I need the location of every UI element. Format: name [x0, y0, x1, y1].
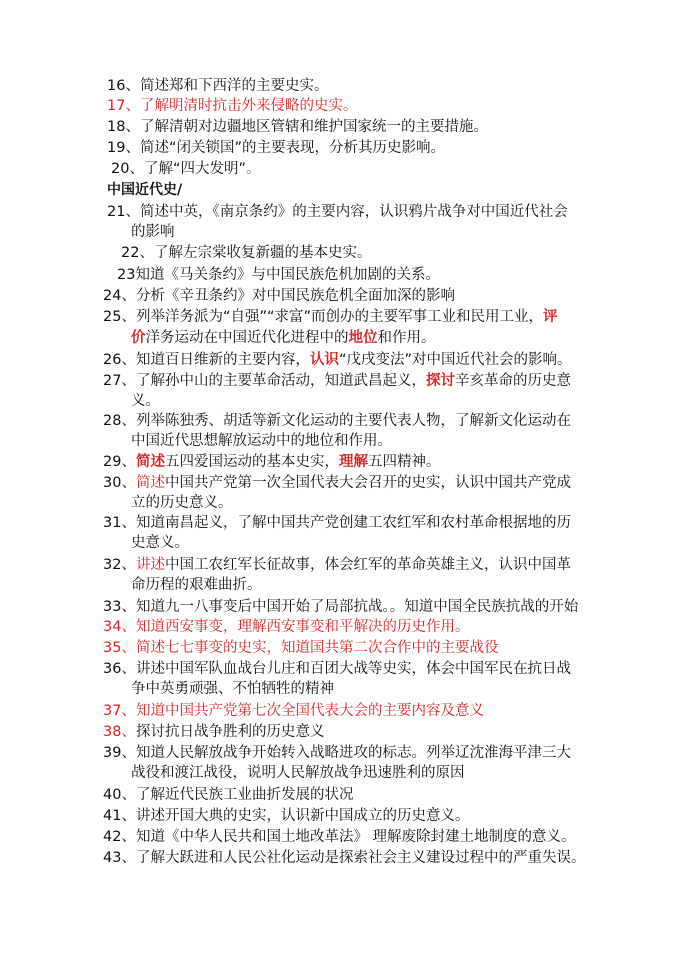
- item-39-cont: 战役和渡江战役，说明人民解放战争迅速胜利的原因: [131, 765, 465, 781]
- item-26: 26、知道百日维新的主要内容，认识“戊戌变法”对中国近代社会的影响。: [103, 352, 572, 368]
- item-27: 27、了解孙中山的主要革命活动，知道武昌起义，探讨辛亥革命的历史意: [103, 373, 571, 389]
- item-25: 25、列举洋务派为“自强”“求富”而创办的主要军事工业和民用工业，评: [103, 309, 558, 325]
- item-16: 16、简述郑和下西洋的主要史实。: [107, 78, 329, 94]
- item-25-cont: 价洋务运动在中国近代化进程中的地位和作用。: [131, 330, 436, 346]
- item-30-cont: 立的历史意义。: [131, 495, 233, 511]
- item-40: 40、了解近代民族工业曲折发展的状况: [103, 787, 354, 803]
- item-30: 30、简述中国共产党第一次全国代表大会召开的史实，认识中国共产党成: [103, 475, 571, 491]
- item-43: 43、了解大跃进和人民公社化运动是探索社会主义建设过程中的严重失误。: [103, 850, 586, 866]
- item-21: 21、简述中英，《南京条约》的主要内容，认识鸦片战争对中国近代社会: [107, 204, 568, 220]
- section-heading: 中国近代史/: [107, 182, 183, 198]
- item-21-cont: 的影响: [131, 224, 175, 240]
- item-33: 33、知道九一八事变后中国开始了局部抗战。。知道中国全民族抗战的开始: [103, 599, 579, 615]
- item-42: 42、知道《中华人民共和国土地改革法》 理解废除封建土地制度的意义。: [103, 829, 576, 845]
- item-17: 17、了解明清时抗击外来侵略的史实。: [107, 98, 358, 114]
- item-28: 28、列举陈独秀、胡适等新文化运动的主要代表人物，了解新文化运动在: [103, 413, 571, 429]
- item-39: 39、知道人民解放战争开始转入战略进攻的标志。列举辽沈淮海平津三大: [103, 745, 571, 761]
- item-28-cont: 中国近代思想解放运动中的地位和作用。: [131, 433, 392, 449]
- item-18: 18、了解清朝对边疆地区管辖和维护国家统一的主要措施。: [107, 119, 488, 135]
- item-20: 20、了解“四大发明”。: [111, 161, 261, 177]
- item-35: 35、简述七七事变的史实，知道国共第二次合作中的主要战役: [103, 640, 499, 656]
- item-41: 41、讲述开国大典的史实，认识新中国成立的历史意义。: [103, 808, 470, 824]
- item-38: 38、探讨抗日战争胜利的历史意义: [103, 724, 325, 740]
- item-36-cont: 争中英勇顽强、不怕牺牲的精神: [131, 681, 334, 697]
- item-34: 34、知道西安事变，理解西安事变和平解决的历史作用。: [103, 619, 470, 635]
- item-37: 37、知道中国共产党第七次全国代表大会的主要内容及意义: [103, 703, 484, 719]
- item-22: 22、了解左宗棠收复新疆的基本史实。: [121, 245, 372, 261]
- item-23: 23知道《马关条约》与中国民族危机加剧的关系。: [117, 267, 440, 283]
- item-31: 31、知道南昌起义，了解中国共产党创建工农红军和农村革命根据地的历: [103, 515, 571, 531]
- item-19: 19、简述“闭关锁国”的主要表现，分析其历史影响。: [107, 140, 445, 156]
- item-32-cont: 命历程的艰难曲折。: [131, 577, 262, 593]
- item-24: 24、分析《辛丑条约》对中国民族危机全面加深的影响: [103, 288, 455, 304]
- item-32: 32、讲述中国工农红军长征故事，体会红军的革命英雄主义，认识中国革: [103, 557, 571, 573]
- item-36: 36、讲述中国军队血战台儿庄和百团大战等史实，体会中国军民在抗日战: [103, 661, 571, 677]
- item-31-cont: 史意义。: [131, 535, 189, 551]
- item-27-cont: 义。: [131, 393, 160, 409]
- item-29: 29、简述五四爱国运动的基本史实，理解五四精神。: [103, 454, 441, 470]
